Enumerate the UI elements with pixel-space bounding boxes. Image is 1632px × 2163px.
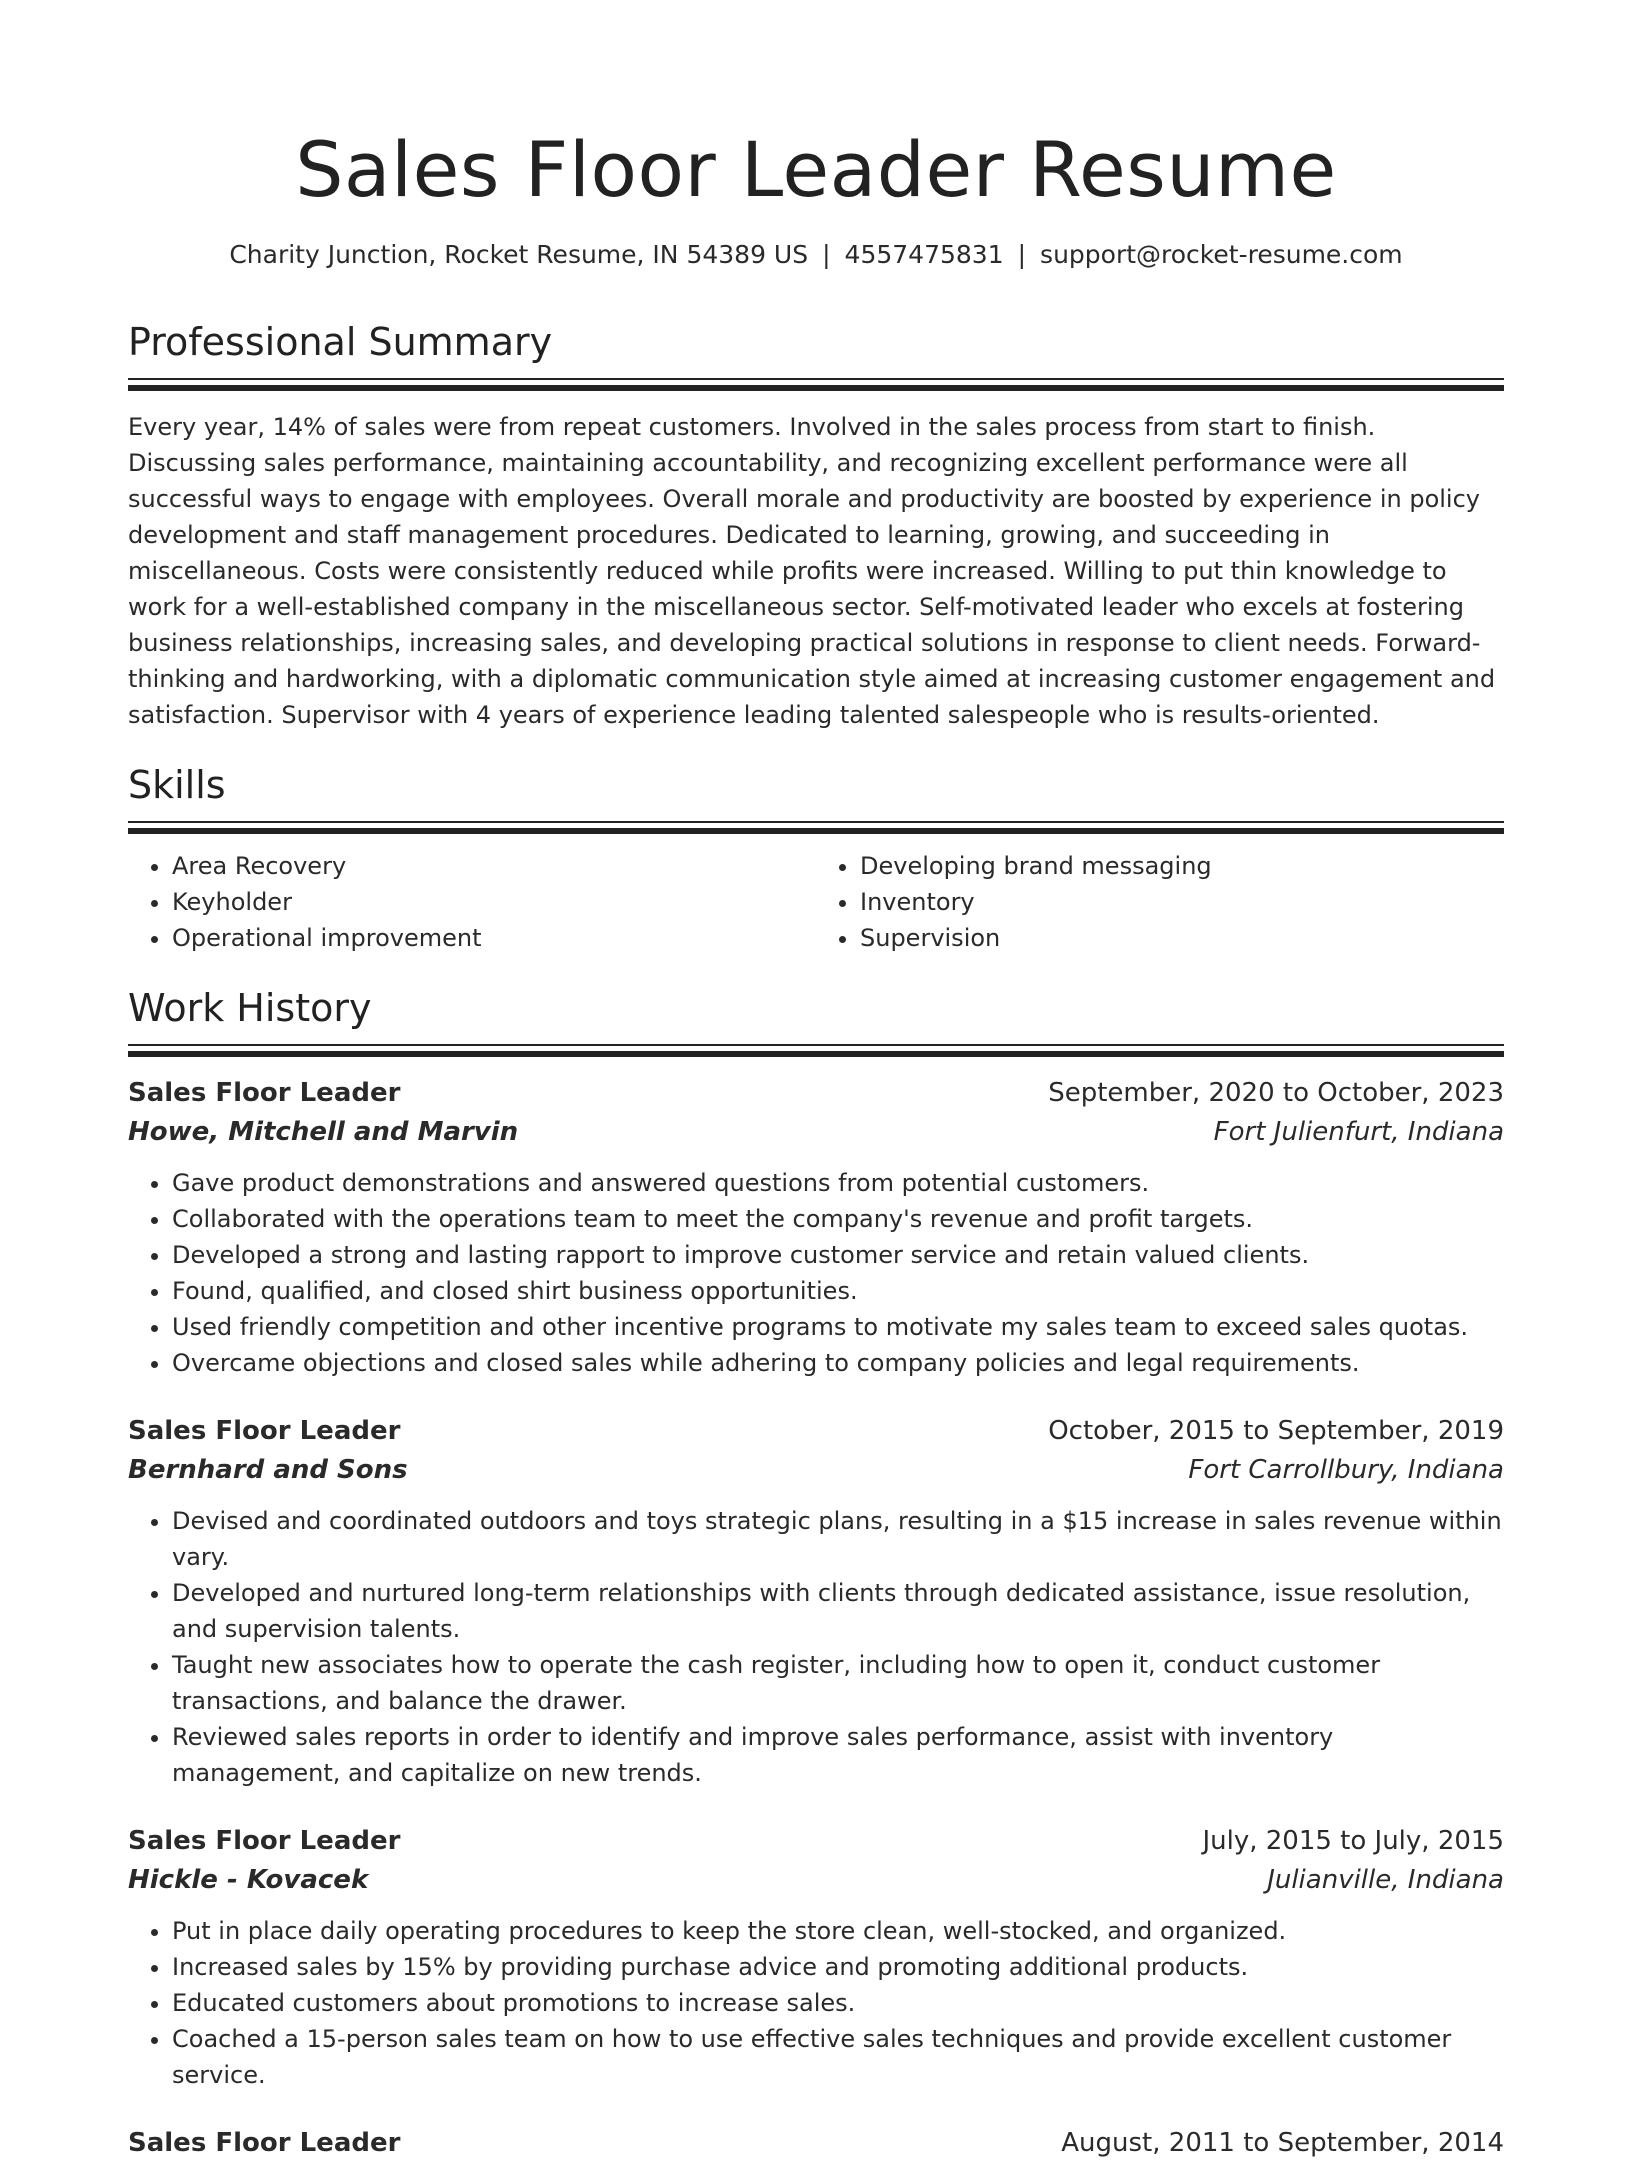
job-dates: October, 2015 to September, 2019 xyxy=(1048,1416,1504,1446)
job-title: Sales Floor Leader xyxy=(128,1826,401,1856)
section-heading-summary: Professional Summary xyxy=(128,320,553,364)
job-title: Sales Floor Leader xyxy=(128,1078,401,1108)
job-dates: July, 2015 to July, 2015 xyxy=(1202,1826,1504,1856)
skills-list xyxy=(128,848,1504,956)
job-header-row xyxy=(128,2123,1504,2163)
job-company-row xyxy=(128,1451,1504,1489)
job-bullet: • Developed a strong and lasting rapport to improve customer service and retain valued clients. xyxy=(172,1237,1504,1273)
job-bullet: • Devised and coordinated outdoors and toys strategic plans, resulting in a $15 increase in sales revenue within vary. xyxy=(172,1503,1504,1575)
job-entry xyxy=(128,1411,1504,1791)
skill-item: • Operational improvement xyxy=(172,920,816,956)
job-bullet: • Educated customers about promotions to increase sales. xyxy=(172,1985,1504,2021)
job-bullets xyxy=(128,1913,1504,2093)
skill-item: • Area Recovery xyxy=(172,848,816,884)
job-location: Julianville, Indiana xyxy=(1267,1865,1504,1895)
job-bullet: • Collaborated with the operations team to meet the company's revenue and profit targets. xyxy=(172,1201,1504,1237)
job-bullet: • Gave product demonstrations and answered questions from potential customers. xyxy=(172,1165,1504,1201)
job-bullet: • Found, qualified, and closed shirt business opportunities. xyxy=(172,1273,1504,1309)
section-divider xyxy=(128,821,1504,823)
contact-email: support@rocket-resume.com xyxy=(1040,240,1403,269)
section-heading-skills: Skills xyxy=(128,763,226,807)
job-bullets xyxy=(128,1503,1504,1791)
job-dates: August, 2011 to September, 2014 xyxy=(1061,2128,1504,2158)
job-header-row xyxy=(128,1411,1504,1451)
job-bullet: • Coached a 15-person sales team on how to use effective sales techniques and provide excellent customer service. xyxy=(172,2021,1504,2093)
skills-column-right xyxy=(816,848,1504,956)
summary-section xyxy=(128,318,1504,733)
contact-address: Charity Junction, Rocket Resume, IN 54389 US xyxy=(229,240,809,269)
job-header-row xyxy=(128,1821,1504,1861)
section-divider-thick xyxy=(128,828,1504,834)
resume-page xyxy=(128,0,1504,2163)
contact-separator: | xyxy=(1017,240,1027,269)
job-bullet: • Used friendly competition and other incentive programs to motivate my sales team to exceed sales quotas. xyxy=(172,1309,1504,1345)
section-divider xyxy=(128,1044,1504,1046)
job-company-row xyxy=(128,1861,1504,1899)
summary-text: Every year, 14% of sales were from repeat customers. Involved in the sales process from start to finish. Discussing sales performance, maintaining accountability, and recognizing excellent performance were all successful ways to engage with employees. Overall morale and productivity are boosted by experience in policy development and staff management procedures. Dedicated to learning, growing, and succeeding in miscellaneous. Costs were consistently reduced while profits were increased. Willing to put thin knowledge to work for a well-established company in the miscellaneous sector. Self-motivated leader who excels at fostering business relationships, increasing sales, and developing practical solutions in response to client needs. Forward-thinking and hardworking, with a diplomatic communication style aimed at increasing customer engagement and satisfaction. Supervisor with 4 years of experience leading talented salespeople who is results-oriented. xyxy=(128,413,1496,729)
job-title: Sales Floor Leader xyxy=(128,2128,401,2158)
job-title: Sales Floor Leader xyxy=(128,1416,401,1446)
job-dates: September, 2020 to October, 2023 xyxy=(1048,1078,1504,1108)
job-company-row xyxy=(128,1113,1504,1151)
job-bullet: • Put in place daily operating procedures to keep the store clean, well-stocked, and organized. xyxy=(172,1913,1504,1949)
work-history-section xyxy=(128,984,1504,2163)
contact-separator: | xyxy=(822,240,831,269)
job-company: Howe, Mitchell and Marvin xyxy=(128,1117,519,1147)
job-location: Fort Carrollbury, Indiana xyxy=(1188,1455,1504,1485)
job-bullet: • Increased sales by 15% by providing purchase advice and promoting additional products. xyxy=(172,1949,1504,1985)
contact-phone: 4557475831 xyxy=(844,240,1004,269)
job-location: Fort Julienfurt, Indiana xyxy=(1213,1117,1504,1147)
skill-item: • Keyholder xyxy=(172,884,816,920)
job-bullet: • Developed and nurtured long-term relationships with clients through dedicated assistance, issue resolution, and supervision talents. xyxy=(172,1575,1504,1647)
section-divider xyxy=(128,378,1504,380)
job-entry xyxy=(128,1073,1504,1381)
skills-section xyxy=(128,761,1504,956)
job-entry xyxy=(128,1821,1504,2093)
section-divider-thick xyxy=(128,385,1504,391)
job-header-row xyxy=(128,1073,1504,1113)
skill-item: • Supervision xyxy=(860,920,1504,956)
contact-line xyxy=(128,238,1504,272)
job-bullet: • Taught new associates how to operate the cash register, including how to open it, conduct customer transactions, and balance the drawer. xyxy=(172,1647,1504,1719)
job-bullets xyxy=(128,1165,1504,1381)
skill-item: • Inventory xyxy=(860,884,1504,920)
page-title: Sales Floor Leader Resume xyxy=(295,125,1337,214)
section-divider-thick xyxy=(128,1051,1504,1057)
job-company: Hickle - Kovacek xyxy=(128,1865,369,1895)
job-company: Bernhard and Sons xyxy=(128,1455,408,1485)
job-entry xyxy=(128,2123,1504,2163)
section-heading-work-history: Work History xyxy=(128,986,372,1030)
skill-item: • Developing brand messaging xyxy=(860,848,1504,884)
job-bullet: • Reviewed sales reports in order to identify and improve sales performance, assist with inventory management, and capitalize on new trends. xyxy=(172,1719,1504,1791)
job-bullet: • Overcame objections and closed sales while adhering to company policies and legal requirements. xyxy=(172,1345,1504,1381)
skills-column-left xyxy=(128,848,816,956)
